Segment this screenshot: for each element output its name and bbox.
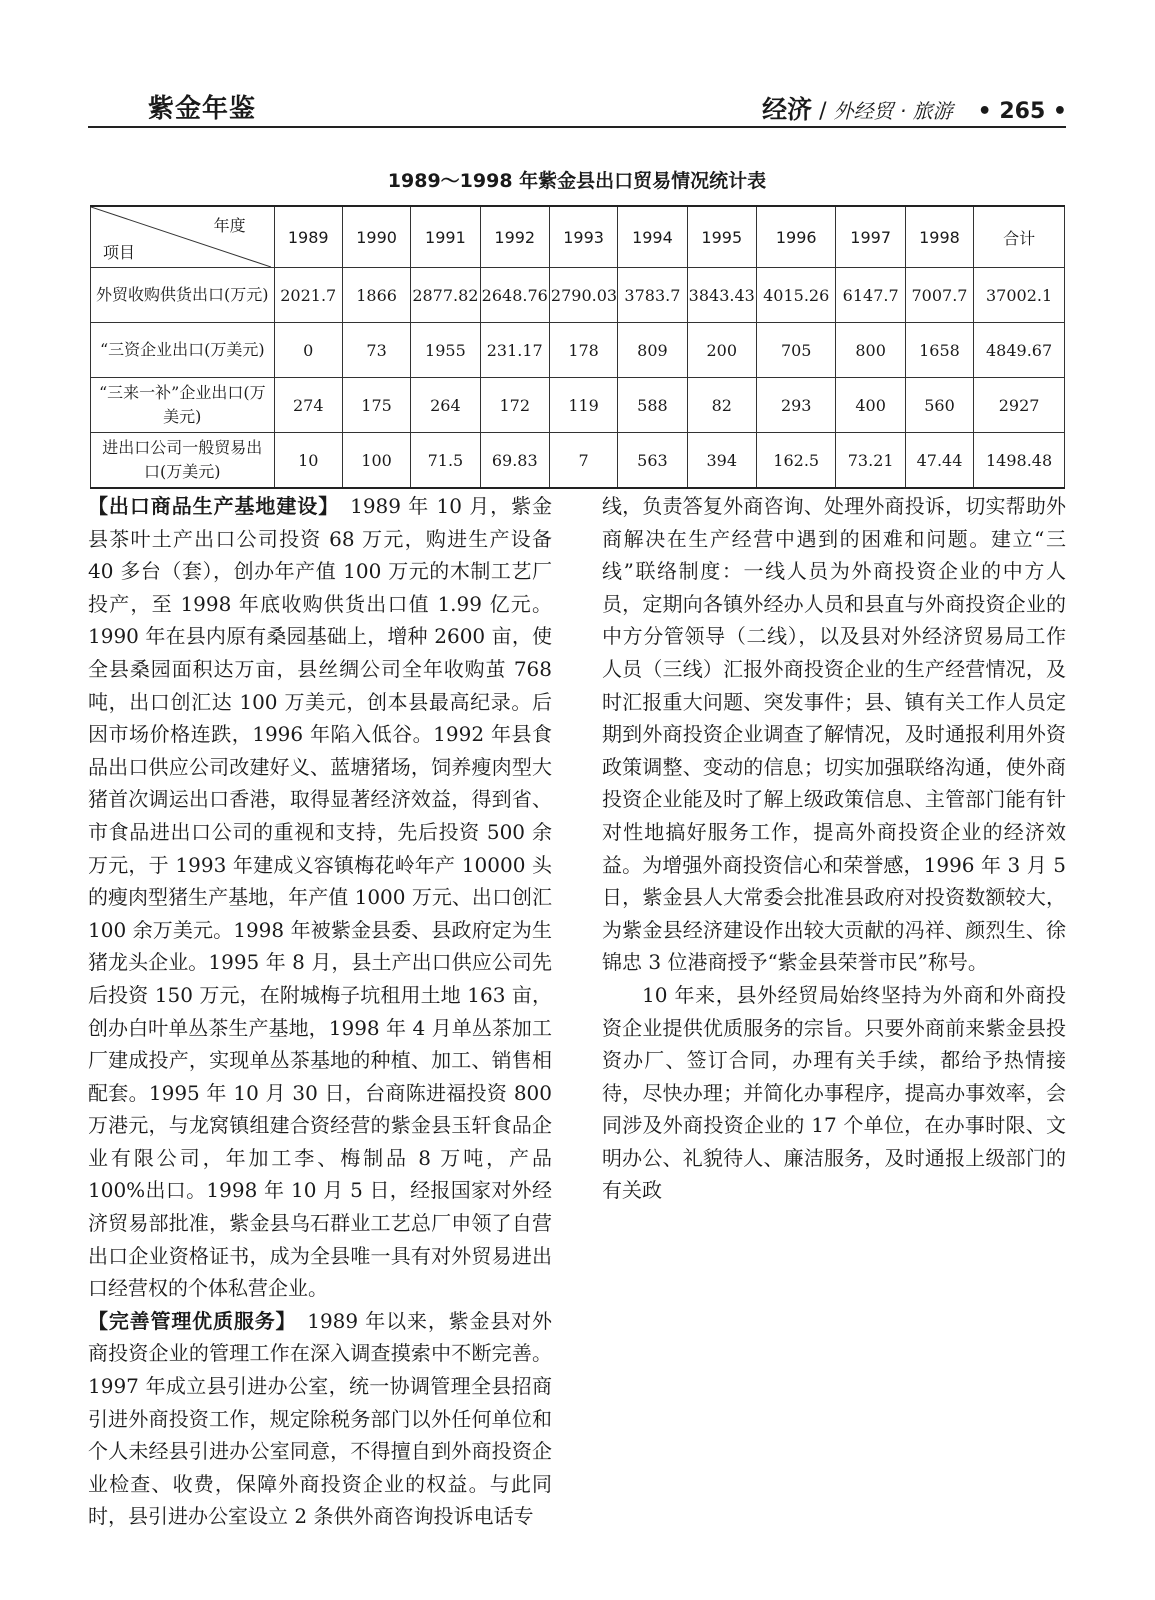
column-header: 1998 (905, 206, 973, 268)
column-header: 1995 (687, 206, 756, 268)
table-cell: 200 (687, 323, 756, 378)
table-cell: 563 (618, 433, 687, 489)
export-statistics-table (90, 205, 1065, 489)
right-column (602, 490, 1066, 1207)
column-header: 1990 (342, 206, 410, 268)
left-column (88, 490, 552, 1533)
table-cell: 175 (342, 378, 410, 433)
paragraph-text: 线，负责答复外商咨询、处理外商投诉，切实帮助外商解决在生产经营中遇到的困难和问题。建立“三线”联络制度：一线人员为外商投资企业的中方人员，定期向各镇外经办人员和县直与外商投资企业的中方分管领导（二线），以及县对外经济贸易局工作人员（三线）汇报外商投资企业的生产经营情况，及时汇报重大问题、突发事件；县、镇有关工作人员定期到外商投资企业调查了解情况，及时通报利用外资政策调整、变动的信息；切实加强联络沟通，使外商投资企业能及时了解上级政策信息、主管部门能有针对性地搞好服务工作，提高外商投资企业的经济效益。为增强外商投资信心和荣誉感，1996 年 3 月 5 日，紫金县人大常委会批准县政府对投资数额较大，为紫金县经济建设作出较大贡献的冯祥、颜烈生、徐锦忠 3 位港商授予“紫金县荣誉市民”称号。 (602, 494, 1066, 975)
table-header-row (91, 206, 1065, 268)
column-header: 1994 (618, 206, 687, 268)
table-cell: 119 (549, 378, 617, 433)
section-heading: 【出口商品生产基地建设】 (88, 494, 330, 518)
table-cell: 264 (411, 378, 480, 433)
table-cell: 69.83 (480, 433, 549, 489)
paragraph (88, 1305, 552, 1533)
table-cell: 178 (549, 323, 617, 378)
column-header: 1989 (274, 206, 342, 268)
table-row (91, 433, 1065, 489)
column-header: 1996 (756, 206, 836, 268)
table-cell: 10 (274, 433, 342, 489)
table-cell: 6147.7 (836, 268, 905, 323)
book-title: 紫金年鉴 (148, 94, 257, 124)
column-header-total: 合计 (974, 206, 1065, 268)
table-cell: 7 (549, 433, 617, 489)
table-cell: 47.44 (905, 433, 973, 489)
row-label: “三来一补”企业出口(万美元) (91, 378, 275, 433)
table-title: 1989～1998 年紫金县出口贸易情况统计表 (387, 170, 767, 192)
corner-year-label: 年度 (213, 216, 246, 235)
table-cell: 800 (836, 323, 905, 378)
column-header: 1991 (411, 206, 480, 268)
table-cell: 162.5 (756, 433, 836, 489)
table-cell: 274 (274, 378, 342, 433)
table-cell: 231.17 (480, 323, 549, 378)
table-cell: 100 (342, 433, 410, 489)
table-cell: 0 (274, 323, 342, 378)
table-cell: 73.21 (836, 433, 905, 489)
table-cell: 1866 (342, 268, 410, 323)
table-cell: 71.5 (411, 433, 480, 489)
table-cell: 293 (756, 378, 836, 433)
running-header (762, 90, 1067, 126)
paragraph (602, 979, 1066, 1207)
section-name: 经济 (762, 95, 813, 124)
table-cell: 1955 (411, 323, 480, 378)
column-header: 1992 (480, 206, 549, 268)
table-cell-total: 37002.1 (974, 268, 1065, 323)
subsection-name: 外经贸 · 旅游 (833, 99, 953, 123)
page-number: • 265 • (977, 99, 1067, 124)
header-rule (88, 126, 1066, 128)
table-row (91, 323, 1065, 378)
table-cell: 82 (687, 378, 756, 433)
table-cell: 400 (836, 378, 905, 433)
header-separator: / (819, 99, 827, 124)
article-body (88, 490, 1066, 1570)
table-cell: 394 (687, 433, 756, 489)
table-cell: 7007.7 (905, 268, 973, 323)
table-cell: 588 (618, 378, 687, 433)
table-cell: 1658 (905, 323, 973, 378)
table-cell-total: 4849.67 (974, 323, 1065, 378)
table-cell: 3783.7 (618, 268, 687, 323)
table-cell-total: 1498.48 (974, 433, 1065, 489)
table-cell: 560 (905, 378, 973, 433)
paragraph-continuation (602, 490, 1066, 979)
table-row (91, 378, 1065, 433)
paragraph-text: 10 年来，县外经贸局始终坚持为外商和外商投资企业提供优质服务的宗旨。只要外商前来紫金县投资办厂、签订合同，办理有关手续，都给予热情接待，尽快办理；并简化办事程序，提高办事效率，会同涉及外商投资企业的 17 个单位，在办事时限、文明办公、礼貌待人、廉洁服务，及时通报上级部门的有关政 (602, 982, 1066, 1203)
column-header: 1993 (549, 206, 617, 268)
section-heading: 【完善管理优质服务】 (88, 1308, 287, 1333)
table-cell: 3843.43 (687, 268, 756, 323)
table-cell-total: 2927 (974, 378, 1065, 433)
table-cell: 705 (756, 323, 836, 378)
table-cell: 809 (618, 323, 687, 378)
row-label: “三资企业出口(万美元) (91, 323, 275, 378)
corner-item-label: 项目 (103, 243, 136, 262)
table-cell: 2877.82 (411, 268, 480, 323)
table-cell: 172 (480, 378, 549, 433)
paragraph-text: 1989 年 10 月，紫金县茶叶土产出口公司投资 68 万元，购进生产设备 40 多台（套），创办年产值 100 万元的木制工艺厂投产，至 1998 年底收购供货出口值 1.99 亿元。1990 年在县内原有桑园基础上，增种 2600 亩，使全县桑园面积达万亩，县丝绸公司全年收购茧 768 吨，出口创汇达 100 万美元，创本县最高纪录。后因市场价格连跌，1996 年陷入低谷。1992 年县食品出口供应公司改建好义、蓝塘猪场，饲养瘦肉型大猪首次调运出口香港，取得显著经济效益，得到省、市食品进出口公司的重视和支持，先后投资 500 余万元，于 1993 年建成义容镇梅花岭年产 10000 头的瘦肉型猪生产基地，年产值 1000 万元、出口创汇 100 余万美元。1998 年被紫金县委、县政府定为生猪龙头企业。1995 年 8 月，县土产出口供应公司先后投资 150 万元，在附城梅子坑租用土地 163 亩，创办白叶单丛茶生产基地，1998 年 4 月单丛茶加工厂建成投产，实现单丛茶基地的种植、加工、销售相配套。1995 年 10 月 30 日，台商陈进福投资 800 万港元，与龙窝镇组建合资经营的紫金县玉轩食品企业有限公司，年加工李、梅制品 8 万吨，产品 100%出口。1998 年 10 月 5 日，经报国家对外经济贸易部批准，紫金县乌石群业工艺总厂申领了自营出口企业资格证书，成为全县唯一具有对外贸易进出口经营权的个体私营企业。 (88, 494, 553, 1301)
table-corner-cell (91, 206, 275, 268)
row-label: 外贸收购供货出口(万元) (91, 268, 275, 323)
table-cell: 2021.7 (274, 268, 342, 323)
table-cell: 2790.03 (549, 268, 617, 323)
table-cell: 2648.76 (480, 268, 549, 323)
paragraph-text: 1989 年以来，紫金县对外商投资企业的管理工作在深入调查摸索中不断完善。1997 年成立县引进办公室，统一协调管理全县招商引进外商投资工作，规定除税务部门以外任何单位和个人未经县引进办公室同意，不得擅自到外商投资企业检查、收费，保障外商投资企业的权益。与此同时，县引进办公室设立 2 条供外商咨询投诉电话专 (88, 1308, 553, 1529)
table-cell: 73 (342, 323, 410, 378)
column-header: 1997 (836, 206, 905, 268)
paragraph (88, 490, 552, 1305)
row-label: 进出口公司一般贸易出口(万美元) (91, 433, 275, 489)
table-row (91, 268, 1065, 323)
table-cell: 4015.26 (756, 268, 836, 323)
